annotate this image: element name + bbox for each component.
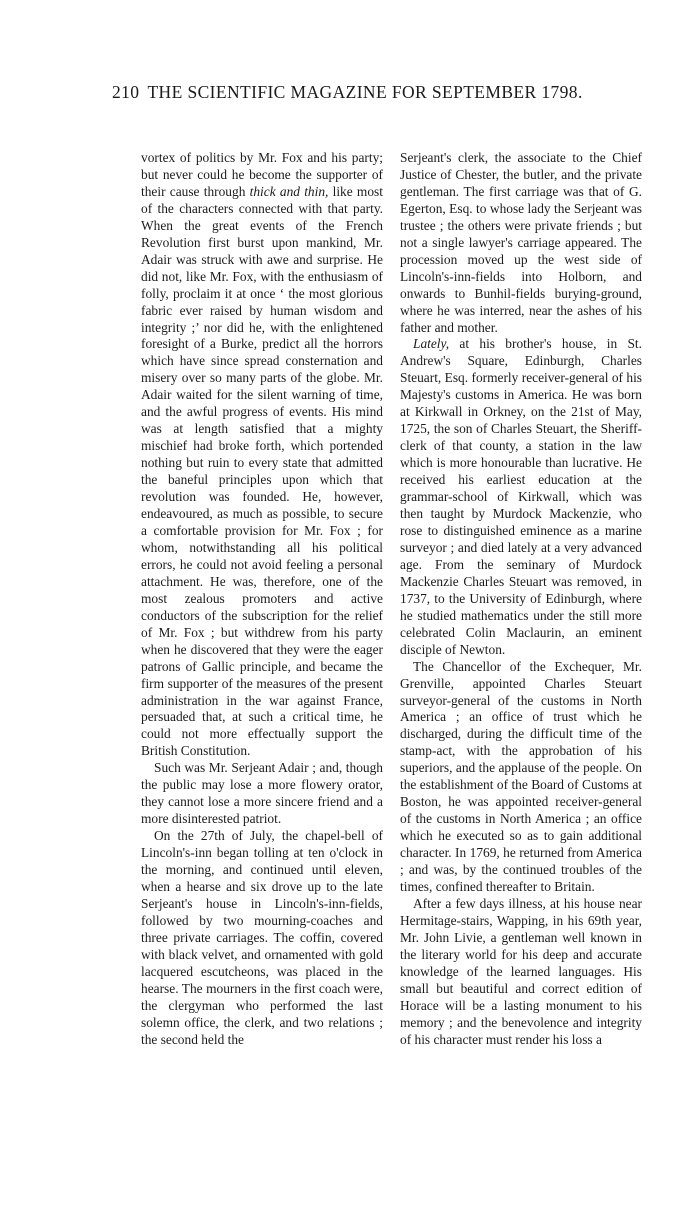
right-paragraph-1: Serjeant's clerk, the associate to the Chief Justice of Chester, the butler, and the private gentleman. The first carriage was that of G. Egerton, Esq. to whose lady the Serjeant was trustee ; the others were private friends ; but not a single lawyer's carriage appeared. The procession moved up the west side of Lincoln's-inn-fields into Holborn, and onwards to Bunhil-fields burying-ground, where he was interred, near the ashes of his father and mother. — [400, 150, 642, 335]
right-paragraph-3: The Chancellor of the Exchequer, Mr. Grenville, appointed Charles Steuart surveyor-general of the customs in North America ; an office of trust which he discharged, during the difficult time of the stamp-act, with the approbation of his superiors, and the applause of the people. On the establishment of the Board of Customs at Boston, he was appointed receiver-general of the customs in North America ; an office which he executed so as to gain additional character. In 1769, he returned from America ; and was, by the continued troubles of the times, confined thereafter to Britain. — [400, 658, 642, 894]
left-paragraph-3: On the 27th of July, the chapel-bell of Lincoln's-inn began tolling at ten o'clock in the morning, and continued until eleven, when a hearse and six drove up to the late Serjeant's house in Lincoln's-inn-fields, followed by two mourning-coaches and three private carriages. The coffin, covered with black velvet, and ornamented with gold lacquered escutcheons, was placed in the hearse. The mourners in the first coach were, the clergyman who performed the last solemn office, the clerk, and two relations ; the second held the — [141, 828, 383, 1047]
running-title: THE SCIENTIFIC MAGAZINE FOR SEPTEMBER 1798. — [147, 82, 583, 102]
left-paragraph-1-text-b: like most of the characters connected with that party. When the great events of the French Revolution first burst upon mankind, Mr. Adair was struck with awe and surprise. He did not, like Mr. Fox, with the enthusiasm of folly, proclaim it at once ‘ the most glorious fabric ever raised by human wisdom and integrity ;’ nor did he, with the enlightened foresight of a Burke, predict all the horrors which have since spread consternation and misery over so many parts of the globe. Mr. Adair waited for the silent warning of time, and the awful progress of events. His mind was at length satisfied that a mighty mischief had broke forth, which portended nothing but ruin to every state that admitted the baneful principles upon which that revolution was founded. He, however, endeavoured, as much as possible, to secure a comfortable provision for Mr. Fox ; for whom, notwithstanding all his political errors, he could not avoid feeling a personal attachment. He was, therefore, one of the most zealous promoters and active conductors of the subscription for the relief of Mr. Fox ; but withdrew from his party when he discovered that they were the eager patrons of Gallic principle, and became the firm supporter of the measures of the present administration in the war against France, persuaded that, at such a critical time, he could not more effectually support the British Constitution. — [141, 183, 383, 759]
right-paragraph-2 — [400, 336, 642, 658]
right-paragraph-4: After a few days illness, at his house near Hermitage-stairs, Wapping, in his 69th year, Mr. John Livie, a gentleman well known in the literary world for his deep and accurate knowledge of the learned languages. His small but beautiful and correct edition of Horace will be a lasting monument to his memory ; and the benevolence and integrity of his character must render his loss a — [400, 895, 642, 1047]
right-column — [400, 150, 642, 1049]
left-paragraph-1-text-a: vortex of politics by Mr. Fox and his party; but never could he become the supporter of their cause through — [141, 150, 383, 199]
left-paragraph-1 — [141, 150, 383, 760]
left-column — [141, 150, 383, 1049]
page-number: 210 — [112, 82, 140, 102]
right-paragraph-2-italic: Lately, — [413, 336, 450, 352]
left-paragraph-2: Such was Mr. Serjeant Adair ; and, though the public may lose a more flowery orator, they cannot lose a more sincere friend and a more disinterested patriot. — [141, 760, 383, 827]
right-paragraph-2-text: at his brother's house, in St. Andrew's Square, Edinburgh, Charles Steuart, Esq. formerly receiver-general of his Majesty's customs in America. He was born at Kirkwall in Orkney, on the 21st of May, 1725, the son of Charles Steuart, the Sheriff-clerk of that county, a station in the law which is more honourable than lucrative. He received his earliest education at the grammar-school of Kirkwall, which was then taught by Murdock Mackenzie, who rose to distinguished eminence as a marine surveyor ; and died lately at a very advanced age. From the seminary of Murdock Mackenzie Charles Steuart was removed, in 1737, to the University of Edinburgh, where he studied mathematics under the still more celebrated Colin Maclaurin, an eminent disciple of Newton. — [400, 336, 642, 657]
running-header — [112, 82, 632, 103]
left-paragraph-1-italic: thick and thin, — [249, 183, 329, 199]
